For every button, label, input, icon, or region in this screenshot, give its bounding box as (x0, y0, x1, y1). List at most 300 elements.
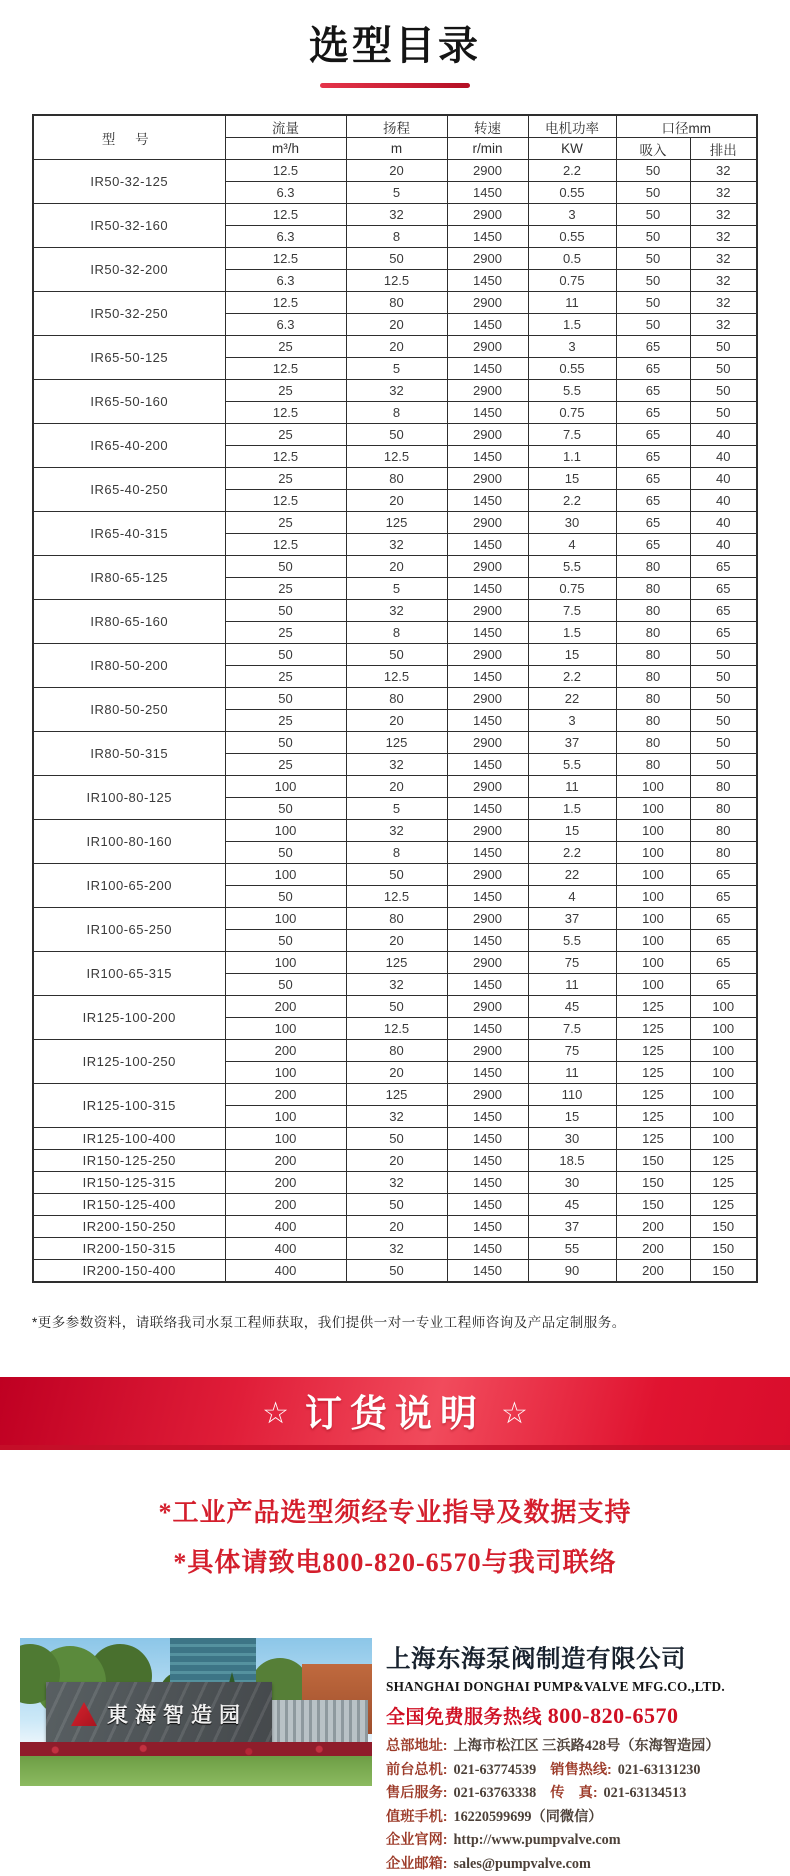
table-row (33, 996, 757, 1018)
model-cell: IR125-100-315 (33, 1084, 225, 1128)
value-cell: 65 (616, 468, 690, 490)
value-cell: 2900 (447, 776, 528, 798)
value-cell: 1.5 (528, 798, 616, 820)
value-cell: 2900 (447, 336, 528, 358)
model-cell: IR125-100-400 (33, 1128, 225, 1150)
value-cell: 50 (690, 754, 757, 776)
value-cell: 80 (346, 292, 447, 314)
contact-label: 销售热线: (550, 1762, 611, 1778)
value-cell: 32 (690, 182, 757, 204)
value-cell: 200 (616, 1216, 690, 1238)
value-cell: 2900 (447, 556, 528, 578)
value-cell: 1450 (447, 930, 528, 952)
value-cell: 11 (528, 974, 616, 996)
value-cell: 2900 (447, 688, 528, 710)
value-cell: 18.5 (528, 1150, 616, 1172)
value-cell: 2900 (447, 600, 528, 622)
value-cell: 30 (528, 512, 616, 534)
value-cell: 50 (616, 226, 690, 248)
value-cell: 65 (616, 424, 690, 446)
table-row (33, 1150, 757, 1172)
table-row (33, 820, 757, 842)
value-cell: 1450 (447, 578, 528, 600)
value-cell: 2900 (447, 732, 528, 754)
value-cell: 6.3 (225, 226, 346, 248)
value-cell: 100 (616, 842, 690, 864)
value-cell: 55 (528, 1238, 616, 1260)
model-cell: IR50-32-200 (33, 248, 225, 292)
table-row (33, 776, 757, 798)
value-cell: 400 (225, 1216, 346, 1238)
value-cell: 80 (616, 732, 690, 754)
model-cell: IR65-50-125 (33, 336, 225, 380)
value-cell: 2900 (447, 908, 528, 930)
value-cell: 50 (616, 160, 690, 182)
value-cell: 50 (225, 798, 346, 820)
hotline (386, 1702, 772, 1729)
value-cell: 100 (225, 908, 346, 930)
value-cell: 2900 (447, 204, 528, 226)
star-icon: ☆ (501, 1399, 528, 1429)
value-cell: 1450 (447, 534, 528, 556)
value-cell: 7.5 (528, 600, 616, 622)
value-cell: 200 (225, 996, 346, 1018)
value-cell: 80 (616, 688, 690, 710)
value-cell: 125 (690, 1172, 757, 1194)
entrance-sign (46, 1682, 272, 1746)
donghai-logo-icon (71, 1702, 97, 1726)
value-cell: 100 (225, 1128, 346, 1150)
value-cell: 50 (346, 996, 447, 1018)
value-cell: 1450 (447, 974, 528, 996)
value-cell: 200 (225, 1194, 346, 1216)
value-cell: 25 (225, 424, 346, 446)
model-cell: IR125-100-200 (33, 996, 225, 1040)
col-discharge: 排出 (690, 138, 757, 160)
gate-graphic (272, 1700, 368, 1744)
value-cell: 100 (690, 1018, 757, 1040)
value-cell: 2900 (447, 512, 528, 534)
value-cell: 125 (616, 996, 690, 1018)
value-cell: 150 (616, 1172, 690, 1194)
model-cell: IR80-50-250 (33, 688, 225, 732)
value-cell: 5 (346, 578, 447, 600)
value-cell: 1450 (447, 1106, 528, 1128)
value-cell: 2900 (447, 952, 528, 974)
value-cell: 0.55 (528, 182, 616, 204)
value-cell: 65 (690, 952, 757, 974)
value-cell: 50 (690, 336, 757, 358)
value-cell: 12.5 (225, 204, 346, 226)
value-cell: 2.2 (528, 842, 616, 864)
value-cell: 50 (690, 732, 757, 754)
contact-value: 021-63131230 (618, 1762, 701, 1778)
table-row (33, 1260, 757, 1283)
value-cell: 200 (225, 1040, 346, 1062)
value-cell: 50 (225, 688, 346, 710)
value-cell: 12.5 (225, 292, 346, 314)
value-cell: 50 (346, 1128, 447, 1150)
order-banner (0, 1377, 790, 1450)
value-cell: 200 (616, 1260, 690, 1283)
value-cell: 65 (616, 534, 690, 556)
value-cell: 1450 (447, 446, 528, 468)
value-cell: 150 (690, 1238, 757, 1260)
model-cell: IR65-40-250 (33, 468, 225, 512)
value-cell: 25 (225, 666, 346, 688)
value-cell: 1.5 (528, 314, 616, 336)
value-cell: 100 (690, 1084, 757, 1106)
value-cell: 50 (616, 292, 690, 314)
order-banner-title: 订货说明 (305, 1395, 485, 1432)
contact-label: 企业邮箱: (386, 1856, 447, 1872)
value-cell: 1450 (447, 182, 528, 204)
value-cell: 50 (690, 358, 757, 380)
value-cell: 7.5 (528, 1018, 616, 1040)
value-cell: 200 (225, 1150, 346, 1172)
value-cell: 15 (528, 820, 616, 842)
value-cell: 32 (346, 974, 447, 996)
model-cell: IR125-100-250 (33, 1040, 225, 1084)
model-cell: IR200-150-250 (33, 1216, 225, 1238)
col-diameter: 口径mm (616, 115, 757, 138)
value-cell: 50 (225, 930, 346, 952)
value-cell: 20 (346, 1216, 447, 1238)
contact-line (386, 1735, 772, 1759)
table-row (33, 1040, 757, 1062)
value-cell: 1450 (447, 1238, 528, 1260)
table-row (33, 556, 757, 578)
value-cell: 100 (225, 864, 346, 886)
value-cell: 50 (690, 710, 757, 732)
value-cell: 5 (346, 182, 447, 204)
value-cell: 32 (346, 600, 447, 622)
table-row (33, 732, 757, 754)
value-cell: 50 (616, 204, 690, 226)
value-cell: 1450 (447, 666, 528, 688)
value-cell: 20 (346, 160, 447, 182)
value-cell: 8 (346, 842, 447, 864)
value-cell: 80 (616, 556, 690, 578)
table-row (33, 864, 757, 886)
contact-value: 021-63134513 (604, 1785, 687, 1801)
unit-flow: m³/h (225, 138, 346, 160)
value-cell: 2900 (447, 1084, 528, 1106)
model-cell: IR200-150-315 (33, 1238, 225, 1260)
value-cell: 8 (346, 226, 447, 248)
value-cell: 65 (690, 622, 757, 644)
value-cell: 11 (528, 292, 616, 314)
value-cell: 100 (616, 864, 690, 886)
contact-label: 值班手机: (386, 1809, 447, 1825)
value-cell: 0.55 (528, 358, 616, 380)
value-cell: 125 (616, 1128, 690, 1150)
col-flow: 流量 (225, 115, 346, 138)
value-cell: 100 (616, 776, 690, 798)
value-cell: 125 (690, 1150, 757, 1172)
table-row (33, 160, 757, 182)
value-cell: 12.5 (225, 446, 346, 468)
value-cell: 125 (616, 1040, 690, 1062)
model-cell: IR100-65-200 (33, 864, 225, 908)
table-row (33, 1194, 757, 1216)
value-cell: 65 (616, 402, 690, 424)
value-cell: 50 (616, 270, 690, 292)
value-cell: 65 (690, 864, 757, 886)
value-cell: 80 (616, 754, 690, 776)
value-cell: 65 (616, 380, 690, 402)
value-cell: 100 (616, 952, 690, 974)
company-name-en: SHANGHAI DONGHAI PUMP&VALVE MFG.CO.,LTD. (386, 1679, 772, 1695)
model-cell: IR150-125-400 (33, 1194, 225, 1216)
value-cell: 50 (346, 1260, 447, 1283)
table-row (33, 688, 757, 710)
value-cell: 25 (225, 336, 346, 358)
value-cell: 15 (528, 644, 616, 666)
value-cell: 1450 (447, 1216, 528, 1238)
value-cell: 50 (225, 644, 346, 666)
value-cell: 1450 (447, 798, 528, 820)
star-icon: ☆ (262, 1399, 289, 1429)
value-cell: 0.75 (528, 402, 616, 424)
unit-speed: r/min (447, 138, 528, 160)
model-cell: IR65-40-200 (33, 424, 225, 468)
value-cell: 50 (225, 556, 346, 578)
value-cell: 150 (690, 1260, 757, 1283)
value-cell: 80 (616, 600, 690, 622)
value-cell: 20 (346, 1062, 447, 1084)
value-cell: 2900 (447, 864, 528, 886)
value-cell: 20 (346, 490, 447, 512)
value-cell: 1450 (447, 886, 528, 908)
value-cell: 12.5 (225, 248, 346, 270)
value-cell: 100 (616, 798, 690, 820)
value-cell: 25 (225, 468, 346, 490)
value-cell: 2900 (447, 1040, 528, 1062)
order-note-1: *工业产品选型须经专业指导及数据支持 (0, 1488, 790, 1538)
value-cell: 65 (690, 556, 757, 578)
value-cell: 400 (225, 1238, 346, 1260)
value-cell: 50 (616, 248, 690, 270)
value-cell: 1450 (447, 490, 528, 512)
title-underline (320, 83, 470, 88)
col-head: 扬程 (346, 115, 447, 138)
value-cell: 1.1 (528, 446, 616, 468)
contact-list (386, 1735, 772, 1876)
hotline-label: 全国免费服务热线 (386, 1707, 542, 1728)
table-row (33, 380, 757, 402)
value-cell: 1450 (447, 842, 528, 864)
value-cell: 5.5 (528, 754, 616, 776)
value-cell: 20 (346, 1150, 447, 1172)
value-cell: 100 (616, 908, 690, 930)
value-cell: 65 (690, 578, 757, 600)
value-cell: 2900 (447, 996, 528, 1018)
value-cell: 2900 (447, 424, 528, 446)
value-cell: 32 (690, 270, 757, 292)
value-cell: 20 (346, 336, 447, 358)
value-cell: 100 (690, 996, 757, 1018)
value-cell: 65 (616, 490, 690, 512)
value-cell: 50 (225, 600, 346, 622)
value-cell: 1.5 (528, 622, 616, 644)
value-cell: 75 (528, 952, 616, 974)
contact-value: 16220599699（同微信） (453, 1809, 602, 1825)
value-cell: 4 (528, 534, 616, 556)
contact-line (386, 1759, 772, 1783)
value-cell: 7.5 (528, 424, 616, 446)
value-cell: 6.3 (225, 182, 346, 204)
value-cell: 2900 (447, 380, 528, 402)
value-cell: 400 (225, 1260, 346, 1283)
value-cell: 65 (690, 886, 757, 908)
model-cell: IR80-50-200 (33, 644, 225, 688)
value-cell: 45 (528, 1194, 616, 1216)
value-cell: 125 (616, 1084, 690, 1106)
value-cell: 0.75 (528, 578, 616, 600)
contact-label: 前台总机: (386, 1762, 447, 1778)
table-row (33, 1216, 757, 1238)
model-cell: IR80-65-125 (33, 556, 225, 600)
value-cell: 65 (616, 336, 690, 358)
value-cell: 2900 (447, 820, 528, 842)
value-cell: 80 (690, 776, 757, 798)
value-cell: 50 (690, 644, 757, 666)
table-row (33, 908, 757, 930)
value-cell: 20 (346, 710, 447, 732)
value-cell: 80 (616, 622, 690, 644)
value-cell: 100 (225, 1062, 346, 1084)
value-cell: 32 (346, 1238, 447, 1260)
value-cell: 125 (346, 952, 447, 974)
value-cell: 1450 (447, 1194, 528, 1216)
value-cell: 4 (528, 886, 616, 908)
value-cell: 50 (225, 886, 346, 908)
value-cell: 80 (346, 468, 447, 490)
value-cell: 80 (346, 908, 447, 930)
value-cell: 100 (225, 952, 346, 974)
value-cell: 90 (528, 1260, 616, 1283)
value-cell: 32 (346, 1106, 447, 1128)
value-cell: 110 (528, 1084, 616, 1106)
value-cell: 100 (225, 820, 346, 842)
value-cell: 32 (690, 292, 757, 314)
value-cell: 125 (616, 1062, 690, 1084)
contact-line (386, 1806, 772, 1830)
value-cell: 22 (528, 688, 616, 710)
grass-graphic (20, 1756, 372, 1786)
value-cell: 6.3 (225, 314, 346, 336)
value-cell: 5 (346, 798, 447, 820)
value-cell: 1450 (447, 710, 528, 732)
page-title: 选型目录 (0, 0, 790, 71)
value-cell: 65 (690, 930, 757, 952)
value-cell: 65 (616, 446, 690, 468)
value-cell: 0.75 (528, 270, 616, 292)
value-cell: 6.3 (225, 270, 346, 292)
table-row (33, 1172, 757, 1194)
value-cell: 1450 (447, 1260, 528, 1283)
value-cell: 100 (616, 930, 690, 952)
value-cell: 32 (346, 380, 447, 402)
value-cell: 1450 (447, 1062, 528, 1084)
value-cell: 12.5 (225, 534, 346, 556)
hotline-number: 800-820-6570 (548, 1703, 679, 1728)
bottom-section (20, 1638, 772, 1876)
value-cell: 0.55 (528, 226, 616, 248)
model-cell: IR100-65-250 (33, 908, 225, 952)
value-cell: 50 (346, 644, 447, 666)
value-cell: 100 (616, 886, 690, 908)
value-cell: 200 (616, 1238, 690, 1260)
value-cell: 11 (528, 1062, 616, 1084)
value-cell: 12.5 (346, 666, 447, 688)
value-cell: 32 (346, 754, 447, 776)
value-cell: 1450 (447, 226, 528, 248)
value-cell: 50 (616, 314, 690, 336)
table-row (33, 512, 757, 534)
value-cell: 32 (346, 534, 447, 556)
table-footnote: *更多参数资料，请联络我司水泵工程师获取，我们提供一对一专业工程师咨询及产品定制服务。 (32, 1311, 760, 1331)
value-cell: 25 (225, 622, 346, 644)
value-cell: 25 (225, 710, 346, 732)
contact-line (386, 1782, 772, 1806)
value-cell: 125 (346, 1084, 447, 1106)
value-cell: 32 (690, 204, 757, 226)
col-power: 电机功率 (528, 115, 616, 138)
value-cell: 12.5 (346, 270, 447, 292)
value-cell: 12.5 (346, 886, 447, 908)
value-cell: 150 (616, 1150, 690, 1172)
factory-photo (20, 1638, 372, 1786)
value-cell: 65 (690, 974, 757, 996)
value-cell: 20 (346, 930, 447, 952)
value-cell: 75 (528, 1040, 616, 1062)
value-cell: 50 (225, 732, 346, 754)
value-cell: 5 (346, 358, 447, 380)
contact-label: 企业官网: (386, 1832, 447, 1848)
value-cell: 150 (616, 1194, 690, 1216)
value-cell: 40 (690, 512, 757, 534)
contact-value: 上海市松江区 三浜路428号（东海智造园） (453, 1738, 719, 1754)
table-row (33, 1084, 757, 1106)
contact-line (386, 1829, 772, 1853)
value-cell: 80 (690, 798, 757, 820)
contact-line (386, 1853, 772, 1876)
value-cell: 1450 (447, 1128, 528, 1150)
value-cell: 100 (616, 820, 690, 842)
value-cell: 2900 (447, 248, 528, 270)
spec-table-body (33, 160, 757, 1283)
value-cell: 40 (690, 446, 757, 468)
model-cell: IR65-50-160 (33, 380, 225, 424)
value-cell: 2900 (447, 644, 528, 666)
value-cell: 22 (528, 864, 616, 886)
value-cell: 50 (346, 424, 447, 446)
value-cell: 32 (690, 314, 757, 336)
value-cell: 80 (346, 688, 447, 710)
value-cell: 37 (528, 908, 616, 930)
value-cell: 45 (528, 996, 616, 1018)
company-name-cn: 上海东海泵阀制造有限公司 (386, 1640, 772, 1675)
value-cell: 1450 (447, 358, 528, 380)
table-row (33, 424, 757, 446)
table-row (33, 204, 757, 226)
table-row (33, 292, 757, 314)
value-cell: 30 (528, 1172, 616, 1194)
col-model: 型 号 (33, 115, 225, 160)
table-row (33, 248, 757, 270)
